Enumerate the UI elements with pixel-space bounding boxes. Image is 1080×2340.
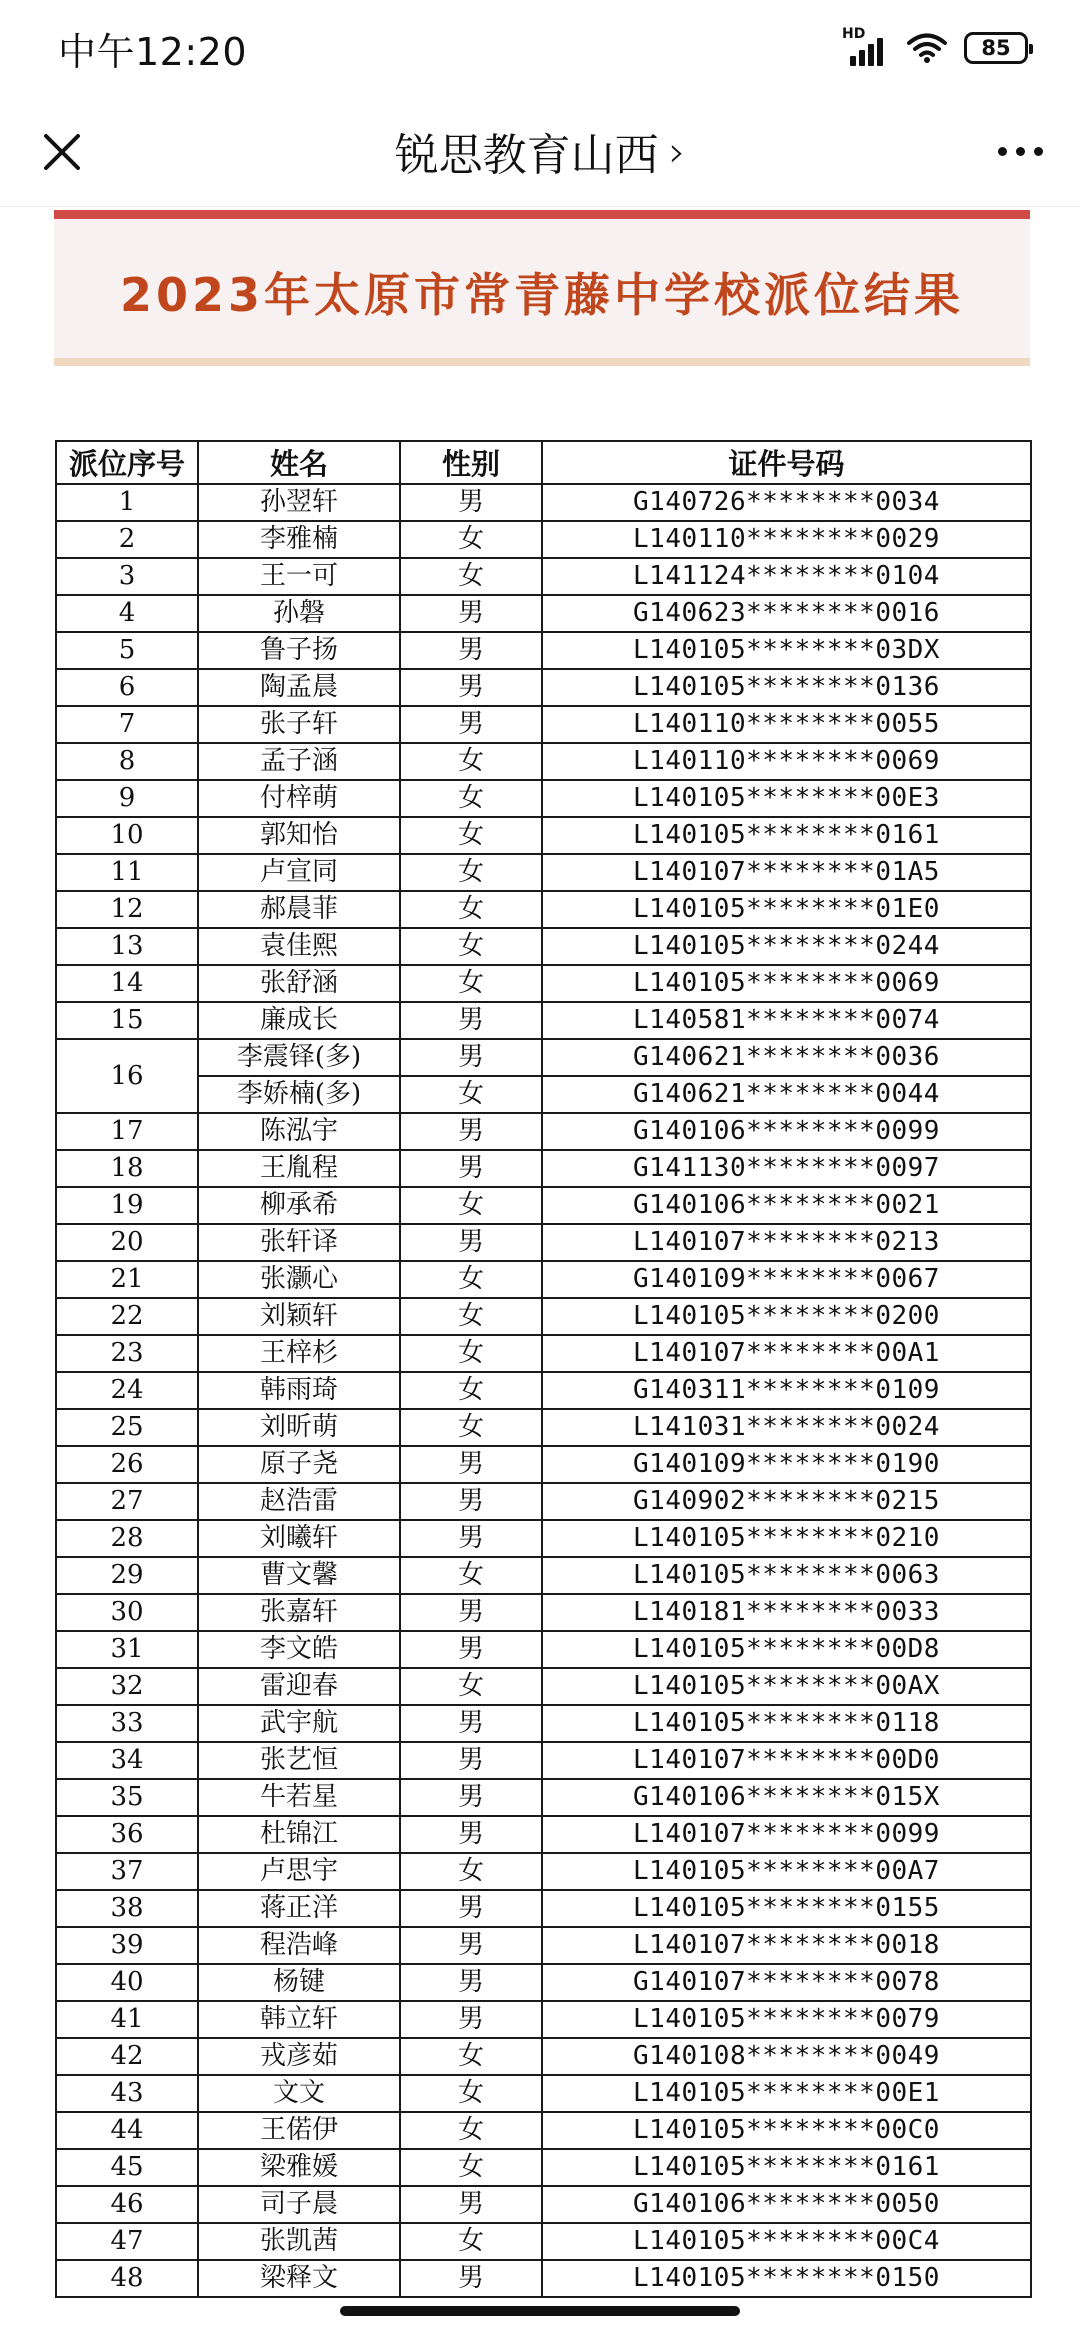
cell-gender: 男 (400, 595, 542, 632)
cell-gender: 男 (400, 1779, 542, 1816)
cell-gender: 女 (400, 2223, 542, 2260)
cell-number: 48 (56, 2260, 198, 2297)
cell-number: 6 (56, 669, 198, 706)
cell-id: G140311********0109 (542, 1372, 1031, 1409)
cell-name: 武宇航 (198, 1705, 400, 1742)
cell-name: 孙翌轩 (198, 484, 400, 521)
table-row (56, 1927, 1031, 1964)
cell-number: 17 (56, 1113, 198, 1150)
cell-gender: 男 (400, 484, 542, 521)
table-row (56, 521, 1031, 558)
cell-gender: 女 (400, 743, 542, 780)
cell-name: 张艺恒 (198, 1742, 400, 1779)
battery-icon (964, 32, 1028, 64)
cell-number: 45 (56, 2149, 198, 2186)
cell-name: 郝晨菲 (198, 891, 400, 928)
cell-id: G140109********0067 (542, 1261, 1031, 1298)
cell-name: 文文 (198, 2075, 400, 2112)
cell-name: 韩雨琦 (198, 1372, 400, 1409)
cell-gender: 女 (400, 1298, 542, 1335)
cell-gender: 男 (400, 2001, 542, 2038)
table-row (56, 669, 1031, 706)
cell-id: G140106********0050 (542, 2186, 1031, 2223)
table-row (56, 2075, 1031, 2112)
cell-number: 10 (56, 817, 198, 854)
table-row (56, 2223, 1031, 2260)
cell-name: 刘曦轩 (198, 1520, 400, 1557)
table-header-row (56, 441, 1031, 484)
table-row (56, 891, 1031, 928)
cell-id: L140107********01A5 (542, 854, 1031, 891)
cell-name: 张舒涵 (198, 965, 400, 1002)
table-row (56, 1964, 1031, 2001)
table-row (56, 928, 1031, 965)
cell-name: 卢思宇 (198, 1853, 400, 1890)
cell-gender: 女 (400, 2149, 542, 2186)
table-row (56, 965, 1031, 1002)
cell-number: 22 (56, 1298, 198, 1335)
cell-id: L140105********0210 (542, 1520, 1031, 1557)
cell-id: L140107********00D0 (542, 1742, 1031, 1779)
cell-id: L140110********0029 (542, 521, 1031, 558)
cell-number: 1 (56, 484, 198, 521)
table-row (56, 1742, 1031, 1779)
home-indicator[interactable] (340, 2306, 740, 2316)
cell-gender: 女 (400, 1409, 542, 1446)
cell-gender: 男 (400, 1483, 542, 1520)
cell-id: L140110********0055 (542, 706, 1031, 743)
cell-name: 廉成长 (198, 1002, 400, 1039)
cell-name: 王偌伊 (198, 2112, 400, 2149)
cell-id: L140105********0155 (542, 1890, 1031, 1927)
cell-gender: 男 (400, 1002, 542, 1039)
header-id: 证件号码 (542, 441, 1031, 484)
cell-number: 41 (56, 2001, 198, 2038)
cell-number: 47 (56, 2223, 198, 2260)
cell-name: 杜锦江 (198, 1816, 400, 1853)
table-row (56, 780, 1031, 817)
cell-name: 雷迎春 (198, 1668, 400, 1705)
cell-name: 李娇楠(多) (198, 1076, 400, 1113)
cell-id: L141031********0024 (542, 1409, 1031, 1446)
cell-id: L140105********00D8 (542, 1631, 1031, 1668)
cell-gender: 女 (400, 1076, 542, 1113)
table-row (56, 1890, 1031, 1927)
cell-number: 36 (56, 1816, 198, 1853)
table-row (56, 1150, 1031, 1187)
cell-gender: 男 (400, 1816, 542, 1853)
cell-number: 40 (56, 1964, 198, 2001)
cell-name: 戎彦茹 (198, 2038, 400, 2075)
cell-name: 张子轩 (198, 706, 400, 743)
cell-gender: 男 (400, 1890, 542, 1927)
cell-name: 郭知怡 (198, 817, 400, 854)
cell-id: L140105********00A7 (542, 1853, 1031, 1890)
table-row (56, 1409, 1031, 1446)
cell-number: 42 (56, 2038, 198, 2075)
cell-name: 陶孟晨 (198, 669, 400, 706)
cell-id: L141124********0104 (542, 558, 1031, 595)
cell-number: 27 (56, 1483, 198, 1520)
cell-id: G140106********0021 (542, 1187, 1031, 1224)
table-row (56, 1483, 1031, 1520)
cell-name: 韩立轩 (198, 2001, 400, 2038)
banner-divider (54, 358, 1030, 366)
cell-number: 39 (56, 1927, 198, 1964)
nav-title-text: 锐思教育山西 (394, 130, 659, 181)
wifi-icon (906, 32, 948, 64)
table-row (56, 1187, 1031, 1224)
cell-gender: 男 (400, 1150, 542, 1187)
cell-gender: 女 (400, 1187, 542, 1224)
status-icons (842, 26, 1028, 66)
cell-number: 46 (56, 2186, 198, 2223)
cell-number: 30 (56, 1594, 198, 1631)
cell-number: 15 (56, 1002, 198, 1039)
cell-id: G140621********0044 (542, 1076, 1031, 1113)
cell-id: G140621********0036 (542, 1039, 1031, 1076)
cell-id: G140623********0016 (542, 595, 1031, 632)
cell-id: L140105********00C0 (542, 2112, 1031, 2149)
cell-number: 13 (56, 928, 198, 965)
page-title: 2023年太原市常青藤中学校派位结果 (119, 268, 965, 322)
table-row (56, 1039, 1031, 1076)
table-row (56, 1520, 1031, 1557)
cell-name: 曹文馨 (198, 1557, 400, 1594)
cell-id: L140105********0244 (542, 928, 1031, 965)
table-row (56, 2149, 1031, 2186)
cell-id: G140726********0034 (542, 484, 1031, 521)
cell-number: 2 (56, 521, 198, 558)
cell-id: G140902********0215 (542, 1483, 1031, 1520)
cell-name: 刘颖轩 (198, 1298, 400, 1335)
cell-name: 杨键 (198, 1964, 400, 2001)
cell-number: 16 (56, 1039, 198, 1113)
cell-id: L140107********00A1 (542, 1335, 1031, 1372)
table-row (56, 1705, 1031, 1742)
cell-id: L140105********0161 (542, 817, 1031, 854)
status-time: 中午12:20 (58, 29, 248, 74)
cell-name: 王梓杉 (198, 1335, 400, 1372)
cell-number: 29 (56, 1557, 198, 1594)
cell-gender: 男 (400, 1927, 542, 1964)
cell-gender: 女 (400, 780, 542, 817)
cell-name: 王一可 (198, 558, 400, 595)
cell-id: L140105********0069 (542, 965, 1031, 1002)
cell-number: 18 (56, 1150, 198, 1187)
cell-number: 9 (56, 780, 198, 817)
table-body (56, 484, 1031, 2297)
cell-name: 李震铎(多) (198, 1039, 400, 1076)
table-row (56, 2260, 1031, 2297)
results-table (55, 440, 1032, 2298)
cell-id: L140110********0069 (542, 743, 1031, 780)
cell-number: 4 (56, 595, 198, 632)
cell-id: L140105********0136 (542, 669, 1031, 706)
table-row (56, 2001, 1031, 2038)
cell-name: 付梓萌 (198, 780, 400, 817)
cell-number: 28 (56, 1520, 198, 1557)
cell-id: L140105********01E0 (542, 891, 1031, 928)
cell-gender: 男 (400, 1113, 542, 1150)
signal-icon (842, 26, 890, 66)
cell-id: L140105********0118 (542, 1705, 1031, 1742)
cell-id: L140107********0018 (542, 1927, 1031, 1964)
cell-name: 司子晨 (198, 2186, 400, 2223)
cell-name: 李文皓 (198, 1631, 400, 1668)
cell-number: 23 (56, 1335, 198, 1372)
cell-gender: 男 (400, 1631, 542, 1668)
cell-number: 11 (56, 854, 198, 891)
nav-title[interactable] (395, 119, 686, 183)
cell-number: 14 (56, 965, 198, 1002)
battery-level: 85 (981, 36, 1011, 60)
table-row (56, 1002, 1031, 1039)
cell-name: 王胤程 (198, 1150, 400, 1187)
cell-gender: 男 (400, 1039, 542, 1076)
nav-bar (0, 96, 1080, 207)
cell-number: 19 (56, 1187, 198, 1224)
cell-id: L140105********0063 (542, 1557, 1031, 1594)
cell-number: 37 (56, 1853, 198, 1890)
table-row (56, 1224, 1031, 1261)
table-row (56, 1335, 1031, 1372)
cell-number: 21 (56, 1261, 198, 1298)
cell-name: 孟子涵 (198, 743, 400, 780)
cell-id: G141130********0097 (542, 1150, 1031, 1187)
cell-id: G140106********0099 (542, 1113, 1031, 1150)
cell-gender: 女 (400, 817, 542, 854)
cell-gender: 男 (400, 1520, 542, 1557)
table-row (56, 1076, 1031, 1113)
cell-id: G140109********0190 (542, 1446, 1031, 1483)
table-row (56, 1298, 1031, 1335)
header-number: 派位序号 (56, 441, 198, 484)
cell-name: 张灏心 (198, 1261, 400, 1298)
cell-number: 34 (56, 1742, 198, 1779)
table-row (56, 1816, 1031, 1853)
cell-gender: 女 (400, 965, 542, 1002)
cell-number: 43 (56, 2075, 198, 2112)
cell-gender: 男 (400, 1446, 542, 1483)
cell-name: 鲁子扬 (198, 632, 400, 669)
cell-gender: 男 (400, 1224, 542, 1261)
cell-number: 8 (56, 743, 198, 780)
title-banner (54, 210, 1030, 365)
cell-name: 原子尧 (198, 1446, 400, 1483)
cell-id: G140106********015X (542, 1779, 1031, 1816)
cell-name: 张凯茜 (198, 2223, 400, 2260)
cell-id: L140581********0074 (542, 1002, 1031, 1039)
cell-gender: 男 (400, 1705, 542, 1742)
table-row (56, 484, 1031, 521)
table-row (56, 1113, 1031, 1150)
cell-id: L140105********0161 (542, 2149, 1031, 2186)
table-row (56, 1372, 1031, 1409)
cell-name: 张轩译 (198, 1224, 400, 1261)
cell-number: 25 (56, 1409, 198, 1446)
cell-name: 袁佳熙 (198, 928, 400, 965)
results-table-wrapper (55, 440, 1030, 2298)
cell-name: 刘昕萌 (198, 1409, 400, 1446)
table-row (56, 1853, 1031, 1890)
table-row (56, 1446, 1031, 1483)
cell-number: 24 (56, 1372, 198, 1409)
cell-name: 卢宣同 (198, 854, 400, 891)
close-icon[interactable] (32, 122, 92, 182)
table-row (56, 1594, 1031, 1631)
cell-name: 柳承希 (198, 1187, 400, 1224)
cell-id: L140181********0033 (542, 1594, 1031, 1631)
cell-name: 程浩峰 (198, 1927, 400, 1964)
cell-gender: 女 (400, 558, 542, 595)
table-row (56, 2038, 1031, 2075)
cell-gender: 男 (400, 669, 542, 706)
cell-gender: 男 (400, 1594, 542, 1631)
header-gender: 性别 (400, 441, 542, 484)
cell-name: 梁雅媛 (198, 2149, 400, 2186)
cell-gender: 男 (400, 632, 542, 669)
cell-number: 44 (56, 2112, 198, 2149)
cell-id: L140105********03DX (542, 632, 1031, 669)
cell-number: 3 (56, 558, 198, 595)
cell-number: 33 (56, 1705, 198, 1742)
cell-name: 蒋正洋 (198, 1890, 400, 1927)
cell-name: 孙磐 (198, 595, 400, 632)
cell-gender: 男 (400, 706, 542, 743)
cell-gender: 男 (400, 1964, 542, 2001)
cell-gender: 女 (400, 1372, 542, 1409)
cell-gender: 女 (400, 1335, 542, 1372)
cell-name: 梁释文 (198, 2260, 400, 2297)
cell-id: L140107********0213 (542, 1224, 1031, 1261)
table-row (56, 743, 1031, 780)
cell-gender: 女 (400, 2038, 542, 2075)
table-row (56, 817, 1031, 854)
cell-name: 张嘉轩 (198, 1594, 400, 1631)
cell-id: L140107********0099 (542, 1816, 1031, 1853)
cell-id: L140105********0150 (542, 2260, 1031, 2297)
cell-number: 38 (56, 1890, 198, 1927)
cell-id: G140107********0078 (542, 1964, 1031, 2001)
cell-id: L140105********00AX (542, 1668, 1031, 1705)
cell-id: L140105********00E3 (542, 780, 1031, 817)
hd-label: HD (842, 26, 866, 42)
cell-id: L140105********00C4 (542, 2223, 1031, 2260)
cell-name: 牛若星 (198, 1779, 400, 1816)
cell-number: 31 (56, 1631, 198, 1668)
cell-number: 32 (56, 1668, 198, 1705)
cell-id: L140105********00E1 (542, 2075, 1031, 2112)
status-bar (0, 0, 1080, 96)
table-row (56, 595, 1031, 632)
table-row (56, 1631, 1031, 1668)
table-row (56, 2112, 1031, 2149)
cell-gender: 女 (400, 928, 542, 965)
more-icon[interactable] (990, 126, 1050, 176)
cell-number: 5 (56, 632, 198, 669)
table-row (56, 2186, 1031, 2223)
cell-gender: 女 (400, 1557, 542, 1594)
cell-gender: 男 (400, 1742, 542, 1779)
table-row (56, 854, 1031, 891)
cell-gender: 男 (400, 2186, 542, 2223)
cell-gender: 男 (400, 2260, 542, 2297)
header-name: 姓名 (198, 441, 400, 484)
cell-name: 赵浩雷 (198, 1483, 400, 1520)
cell-number: 7 (56, 706, 198, 743)
table-row (56, 706, 1031, 743)
cell-id: G140108********0049 (542, 2038, 1031, 2075)
chevron-right-icon: › (668, 126, 686, 176)
cell-gender: 女 (400, 521, 542, 558)
table-row (56, 1779, 1031, 1816)
cell-gender: 女 (400, 2112, 542, 2149)
table-row (56, 1557, 1031, 1594)
table-row (56, 632, 1031, 669)
cell-gender: 女 (400, 891, 542, 928)
cell-name: 陈泓宇 (198, 1113, 400, 1150)
table-row (56, 558, 1031, 595)
cell-id: L140105********0079 (542, 2001, 1031, 2038)
cell-id: L140105********0200 (542, 1298, 1031, 1335)
table-row (56, 1668, 1031, 1705)
cell-gender: 女 (400, 1261, 542, 1298)
cell-number: 20 (56, 1224, 198, 1261)
table-row (56, 1261, 1031, 1298)
cell-number: 26 (56, 1446, 198, 1483)
cell-gender: 女 (400, 1853, 542, 1890)
cell-gender: 女 (400, 1668, 542, 1705)
cell-gender: 女 (400, 854, 542, 891)
cell-number: 35 (56, 1779, 198, 1816)
cell-gender: 女 (400, 2075, 542, 2112)
cell-name: 李雅楠 (198, 521, 400, 558)
cell-number: 12 (56, 891, 198, 928)
